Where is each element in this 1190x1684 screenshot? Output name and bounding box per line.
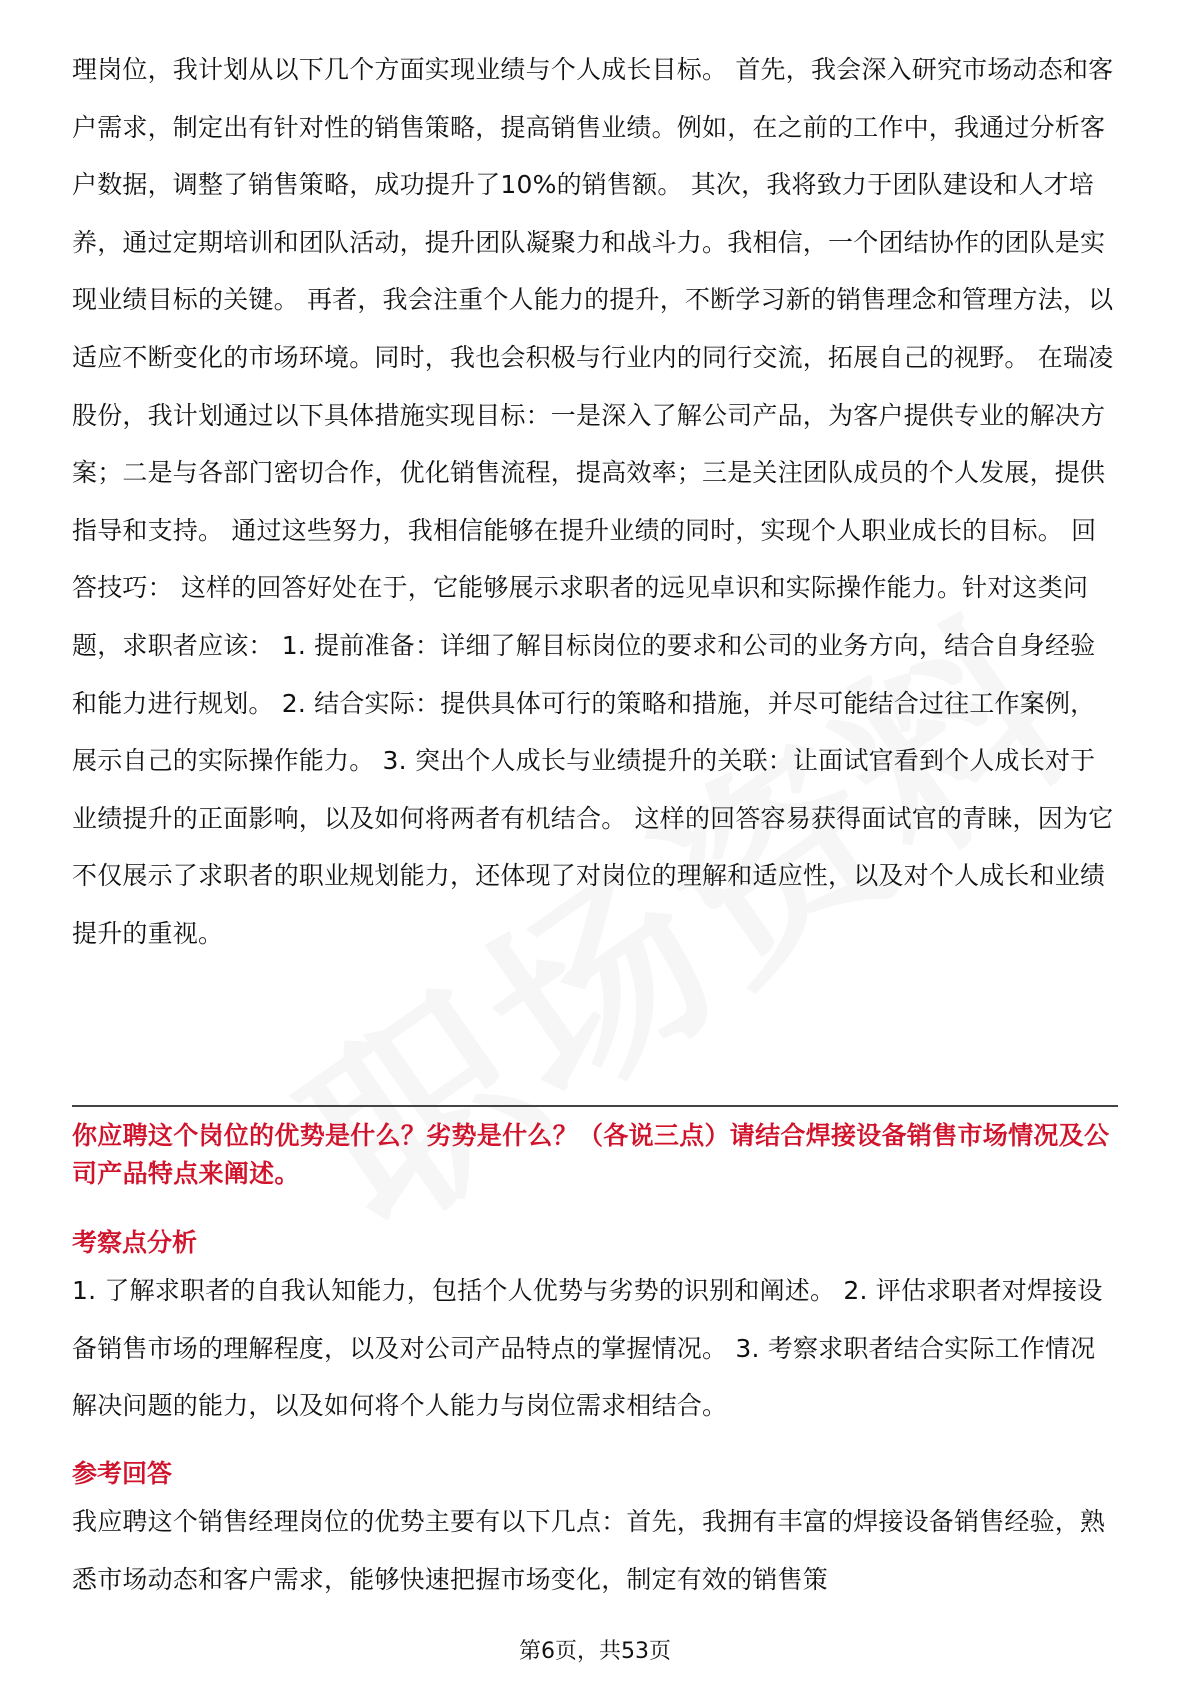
previous-answer-text: 理岗位，我计划从以下几个方面实现业绩与个人成长目标。 首先，我会深入研究市场动态和客户需求，制定出有针对性的销售策略，提高销售业绩。例如，在之前的工作中，我通过分析客户数据，调整了销售策略，成功提升了10%的销售额。 其次，我将致力于团队建设和人才培养，通过定期培训和团队活动，提升团队凝聚力和战斗力。我相信，一个团结协作的团队是实现业绩目标的关键。 再者，我会注重个人能力的提升，不断学习新的销售理念和管理方法，以适应不断变化的市场环境。同时，我也会积极与行业内的同行交流，拓展自己的视野。 在瑞凌股份，我计划通过以下具体措施实现目标：一是深入了解公司产品，为客户提供专业的解决方案；二是与各部门密切合作，优化销售流程，提高效率；三是关注团队成员的个人发展，提供指导和支持。 通过这些努力，我相信能够在提升业绩的同时，实现个人职业成长的目标。 回答技巧： 这样的回答好处在于，它能够展示求职者的远见卓识和实际操作能力。针对这类问题，求职者应该： 1. 提前准备：详细了解目标岗位的要求和公司的业务方向，结合自身经验和能力进行规划。 2. 结合实际：提供具体可行的策略和措施，并尽可能结合过往工作案例，展示自己的实际操作能力。 3. 突出个人成长与业绩提升的关联：让面试官看到个人成长对于业绩提升的正面影响，以及如何将两者有机结合。 这样的回答容易获得面试官的青睐，因为它不仅展示了求职者的职业规划能力，还体现了对岗位的理解和适应性，以及对个人成长和业绩提升的重视。 (72, 55, 1114, 948)
question-heading: 你应聘这个岗位的优势是什么？劣势是什么？（各说三点）请结合焊接设备销售市场情况及公司产品特点来阐述。 (72, 1121, 1110, 1188)
analysis-text: 1. 了解求职者的自我认知能力，包括个人优势与劣势的识别和阐述。 2. 评估求职者对焊接设备销售市场的理解程度，以及对公司产品特点的掌握情况。 3. 考察求职者结合实际工作情况解决问题的能力，以及如何将个人能力与岗位需求相结合。 (72, 1276, 1103, 1421)
reference-answer-heading: 参考回答 (72, 1459, 173, 1488)
section-divider (72, 1105, 1118, 1107)
reference-answer-text: 我应聘这个销售经理岗位的优势主要有以下几点：首先，我拥有丰富的焊接设备销售经验，熟悉市场动态和客户需求，能够快速把握市场变化，制定有效的销售策 (72, 1507, 1106, 1594)
analysis-heading: 考察点分析 (72, 1228, 198, 1257)
page-number: 第6页，共53页 (519, 1639, 671, 1664)
